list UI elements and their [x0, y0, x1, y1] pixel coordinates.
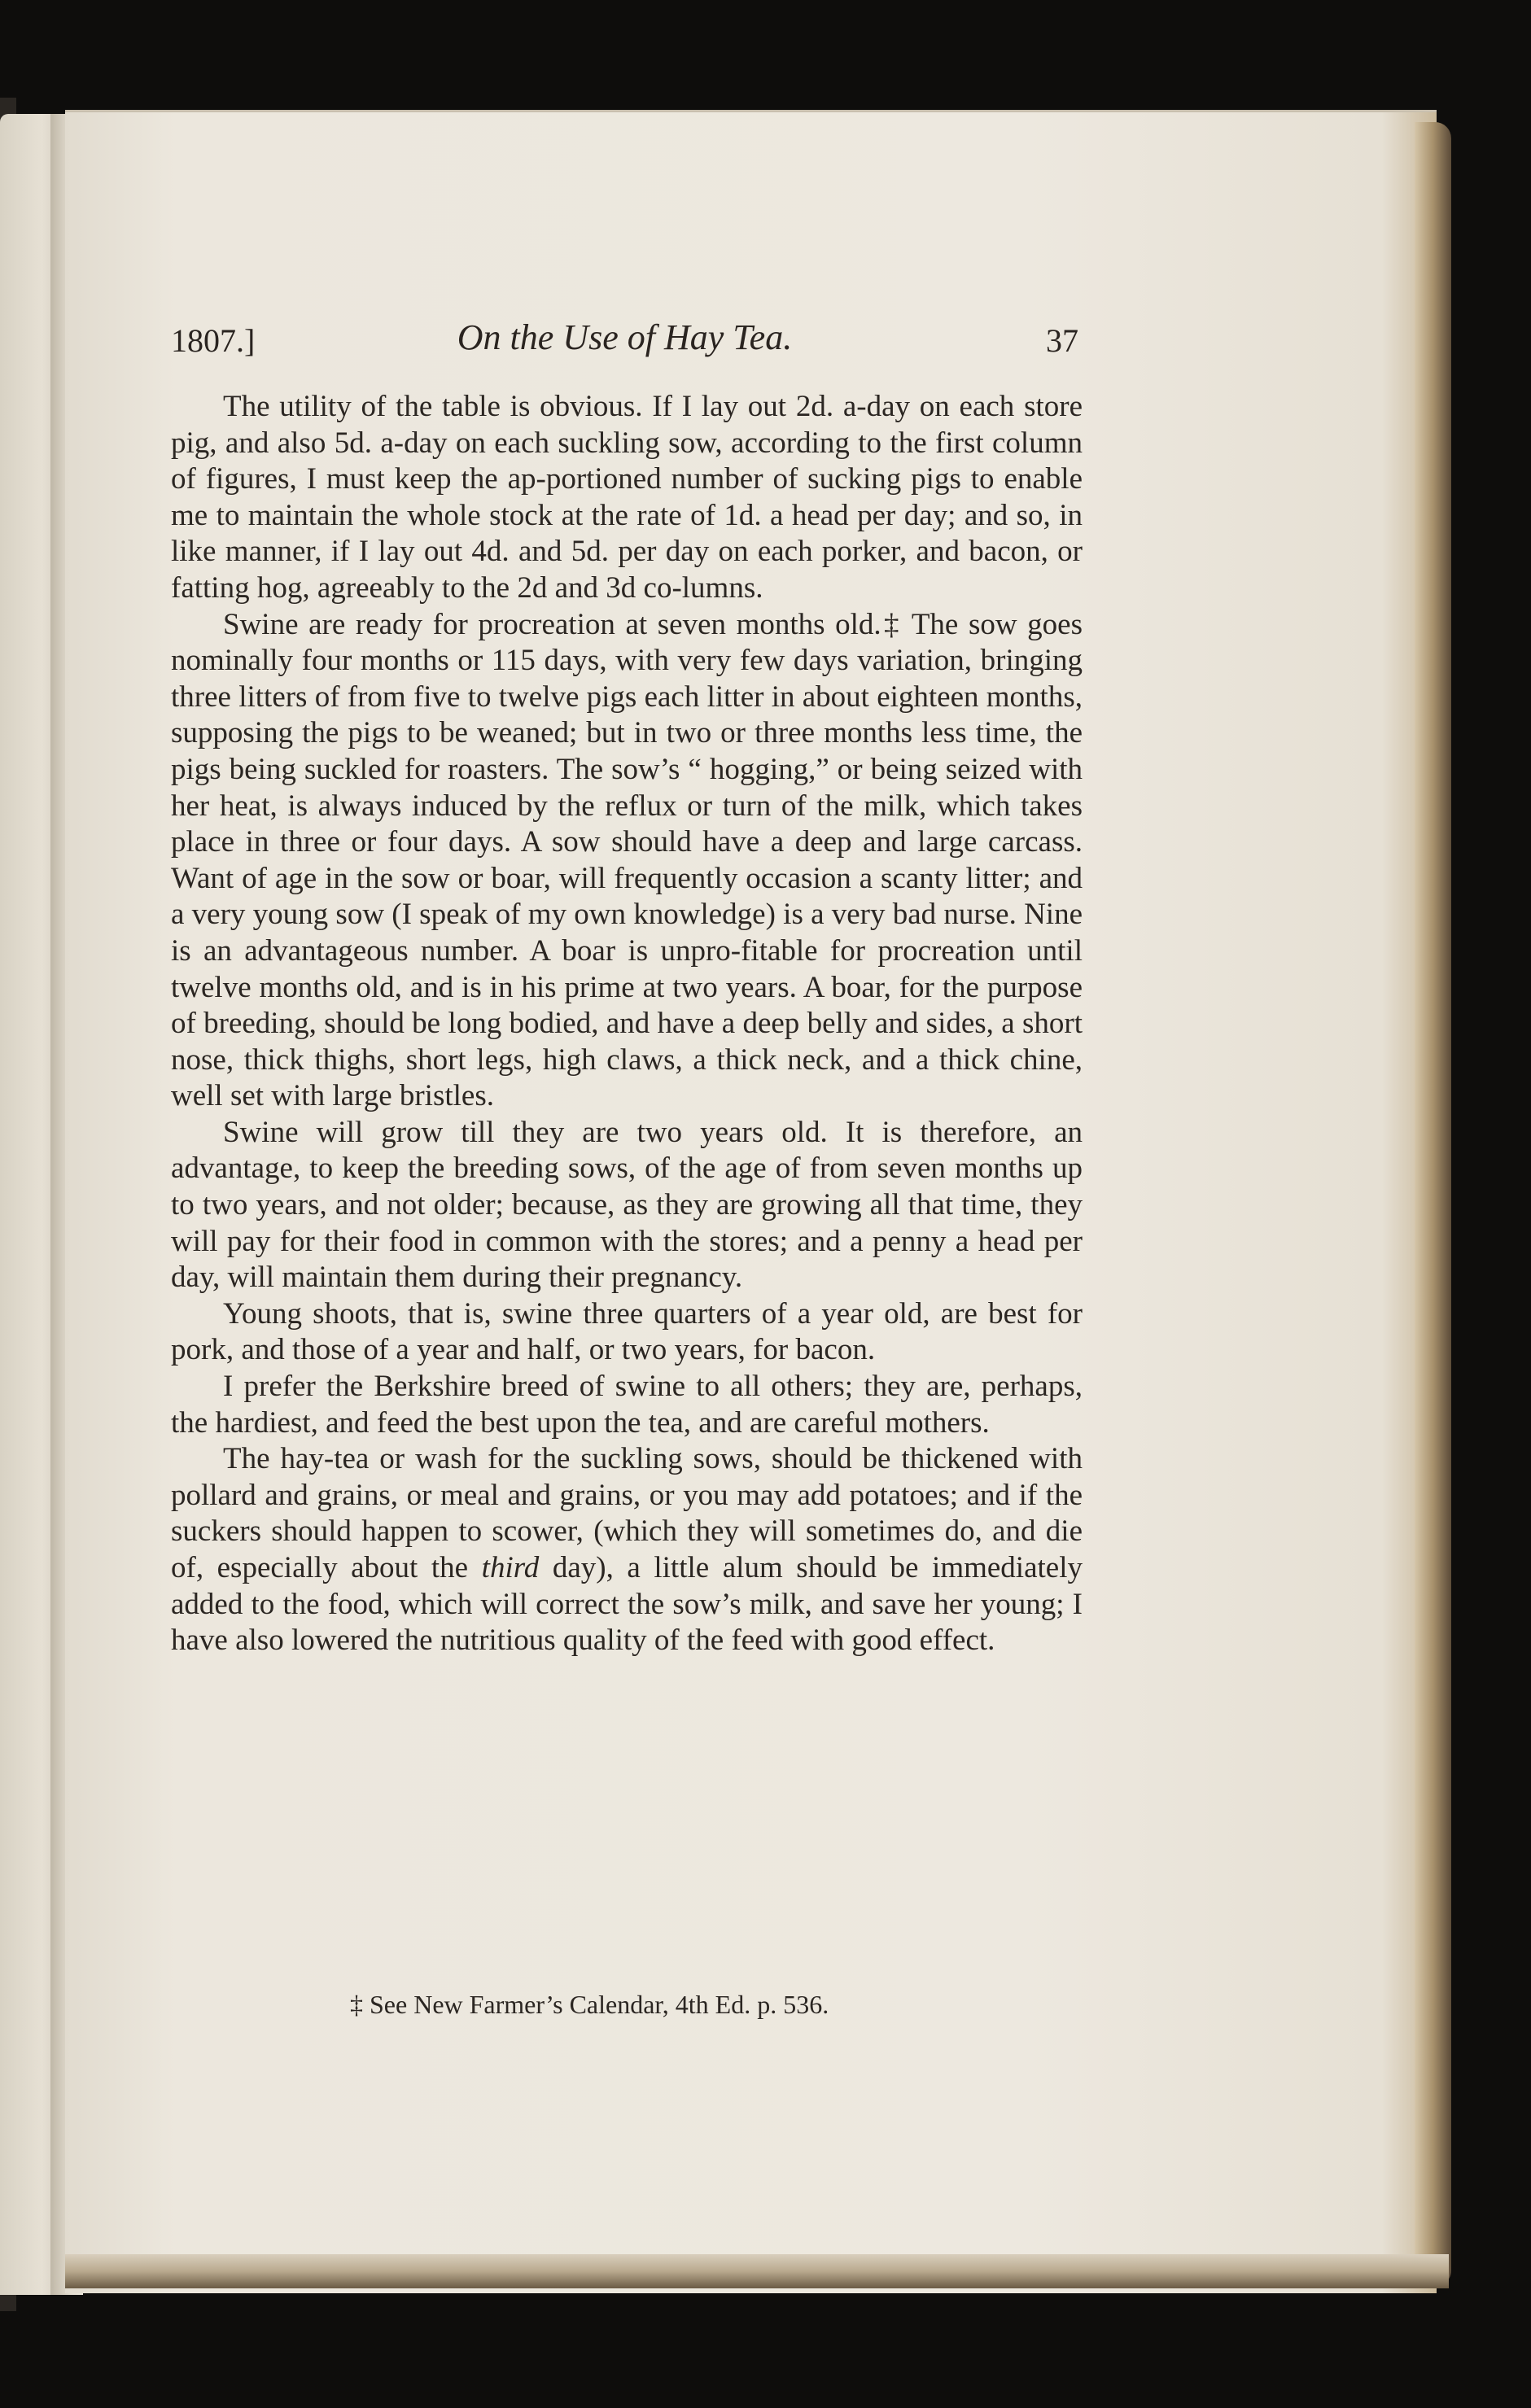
paragraph-berkshire: I prefer the Berkshire breed of swine to all others; they are, perhaps, the hardiest, and feed the best upon the tea, and are careful mothers.	[171, 1370, 1083, 1440]
emphasis-third: third	[481, 1551, 540, 1584]
paragraph-table-utility: The utility of the table is obvious. If I lay out 2d. a-day on each store pig, and also 5d. a-day on each suckling sow, according to the first column of figures, I must keep the ap-portioned number of sucking pigs to enable me to maintain the whole stock at the rate of 1d. a head per day; and so, in like manner, if I lay out 4d. and 5d. per day on each porker, and bacon, or fatting hog, agreeably to the 2d and 3d co-lumns.	[171, 390, 1083, 605]
page-number: 37	[1046, 322, 1078, 359]
running-head	[171, 317, 1078, 370]
page-bottom-edge	[65, 2254, 1449, 2288]
footnote: ‡ See New Farmer’s Calendar, 4th Ed. p. 536.	[350, 1990, 829, 2019]
paragraph-hay-tea: The hay-tea or wash for the suckling sows, should be thickened with pollard and grains, or meal and grains, or you may add potatoes; and if the suckers should happen to scower, (which they will sometimes do, and die of, especially about the third day), a little alum should be immediately added to the food, which will correct the sow’s milk, and save her young; I have also lowered the nutritious quality of the feed with good effect.	[171, 1442, 1083, 1658]
paragraph-growth: Swine will grow till they are two years old. It is therefore, an advantage, to keep the breeding sows, of the age of from seven months up to two years, and not older; because, as they are growing all that time, they will pay for their food in common with the stores; and a penny a head per day, will maintain them during their pregnancy.	[171, 1115, 1083, 1295]
running-head-year: 1807.]	[171, 322, 256, 359]
running-head-title: On the Use of Hay Tea.	[457, 317, 793, 357]
page-fore-edge	[1415, 122, 1451, 2287]
paragraph-procreation: Swine are ready for procreation at seven months old.‡ The sow goes nominally four months or 115 days, with very few days variation, bringing three litters of from five to twelve pigs each litter in about eighteen months, supposing the pigs to be weaned; but in two or three months less time, the pigs being suckled for roasters. The sow’s “ hogging,” or being seized with her heat, is always induced by the reflux or turn of the milk, which takes place in three or four days. A sow should have a deep and large carcass. Want of age in the sow or boar, will frequently occasion a scanty litter; and a very young sow (I speak of my own knowledge) is a very bad nurse. Nine is an advantageous number. A boar is unpro-fitable for procreation until twelve months old, and is in his prime at two years. A boar, for the purpose of breeding, should be long bodied, and have a deep belly and sides, a short nose, thick thighs, short legs, high claws, a thick neck, and a thick chine, well set with large bristles.	[171, 607, 1083, 1113]
paragraph-young-shoots: Young shoots, that is, swine three quarters of a year old, are best for pork, and those of a year and half, or two years, for bacon.	[171, 1296, 1083, 1367]
body-text	[171, 389, 1083, 1659]
